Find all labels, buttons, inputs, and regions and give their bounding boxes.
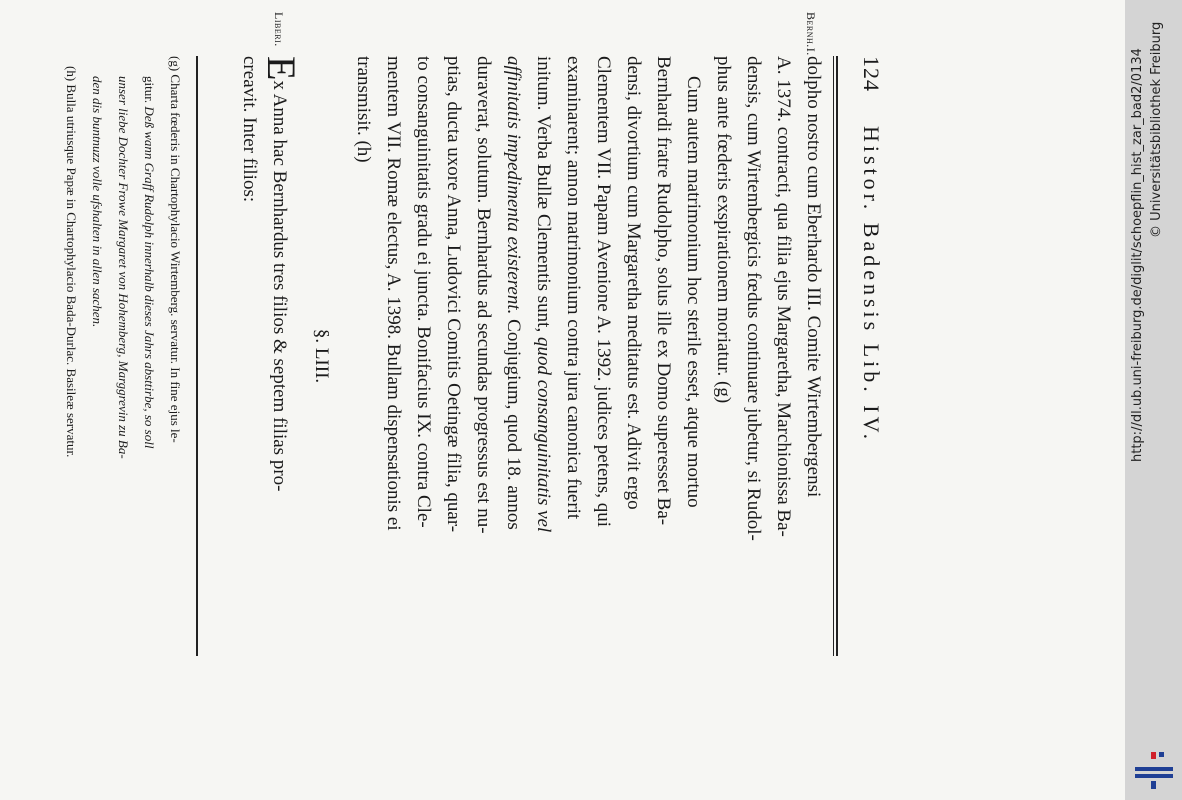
body-line: densis, cum Wirtembergicis fœdus continuare jubetur, si Rudol- (743, 56, 764, 541)
rotated-text-block (50, 12, 900, 656)
body-text: initum. Verba Bullæ Clementis sunt, (533, 56, 554, 337)
body-line: creavit. Inter filios: (239, 56, 260, 203)
body-line: transmisit. (h) (353, 56, 374, 163)
library-logo-icon (1133, 750, 1175, 790)
footnote-rule (196, 56, 198, 656)
copyright-text: © Universitätsbibliothek Freiburg (1149, 21, 1164, 238)
body-line: mentem VII. Romæ electus, A. 1398. Bullam dispensationis ei (383, 56, 404, 531)
body-line (528, 56, 558, 656)
body-text: x Anna hac Bernhardus tres filios & septem filias pro- (269, 80, 290, 492)
footnote-line: den dis buntnuzz volle ufshalten in allen sachen. (90, 76, 105, 328)
footnote-line: unser liebe Dochter Frowe Margaret von Hohemberg, Marggrevin zu Ba- (116, 76, 131, 459)
margin-note-liberi: Liberi. (272, 12, 286, 47)
footnote-text: gitur. (142, 76, 157, 107)
body-line: to consanguinitatis gradu ei juncta. Bonifacius IX. contra Cle- (413, 56, 434, 528)
body-line: dolpho nostro cum Eberhardo III. Comite Wirtembergensi (803, 56, 824, 498)
body-text-italic: affinitatis impedimenta existerent. (503, 56, 524, 315)
body-line (259, 56, 304, 656)
running-head-title: Histor. Badensis Lib. IV. (859, 126, 884, 444)
body-line: A. 1374. contracti, qua filia ejus Margaretha, Marchionissa Ba- (773, 56, 794, 537)
body-line: examinarent; annon matrimonium contra jura canonica fuerit (563, 56, 584, 520)
header-rule-thin (833, 56, 834, 656)
body-line (498, 56, 528, 656)
viewer-side-strip (1125, 0, 1182, 800)
page-number: 124 (859, 56, 884, 92)
header-rule (836, 56, 838, 656)
footnote-line (138, 76, 160, 676)
footnote-text-italic: Deß wann Graff Rudolph innerhalb dieses Jahrs absttirbe, so soll (142, 106, 157, 449)
body-line: Clementem VII. Papam Avenione A. 1392. judices petens, qui (593, 56, 614, 528)
body-line: Bernhardi fratre Rudolpho, solus ille ex Domo superesset Ba- (653, 56, 674, 526)
body-line: ptias, ducta uxore Anna, Ludovici Comitis Oetingæ filia, quar- (443, 56, 464, 533)
section-heading: §. LIII. (311, 328, 332, 384)
body-line: duraverat, solutum. Bernhardus ad secundas progressus est nu- (473, 56, 494, 534)
body-line: phus ante fœderis exspirationem moriatur. (g) (713, 56, 734, 404)
drop-initial: E (259, 56, 304, 81)
body-line: densi, divortium cum Margaretha meditatus est. Adivit ergo (623, 56, 644, 510)
body-text: Conjugium, quod 18. annos (503, 314, 524, 530)
body-text-italic: quod consanguinitatis vel (533, 336, 554, 533)
footnote-line: (h) Bulla utriusque Papæ in Chartophylacio Bada-Durlac. Basileæ servatur. (64, 66, 79, 458)
body-line: Cum autem matrimonium hoc sterile esset, atque mortuo (683, 76, 704, 508)
margin-note-bernh: Bernh.I. (804, 12, 818, 56)
source-url[interactable]: http://dl.ub.uni-freiburg.de/diglit/schoepflin_hist_zar_bad2/0134 (1130, 48, 1145, 462)
footnote-line: (g) Charta fœderis in Chartophylacio Wirtemberg. servatur. In fine ejus le- (168, 56, 183, 443)
